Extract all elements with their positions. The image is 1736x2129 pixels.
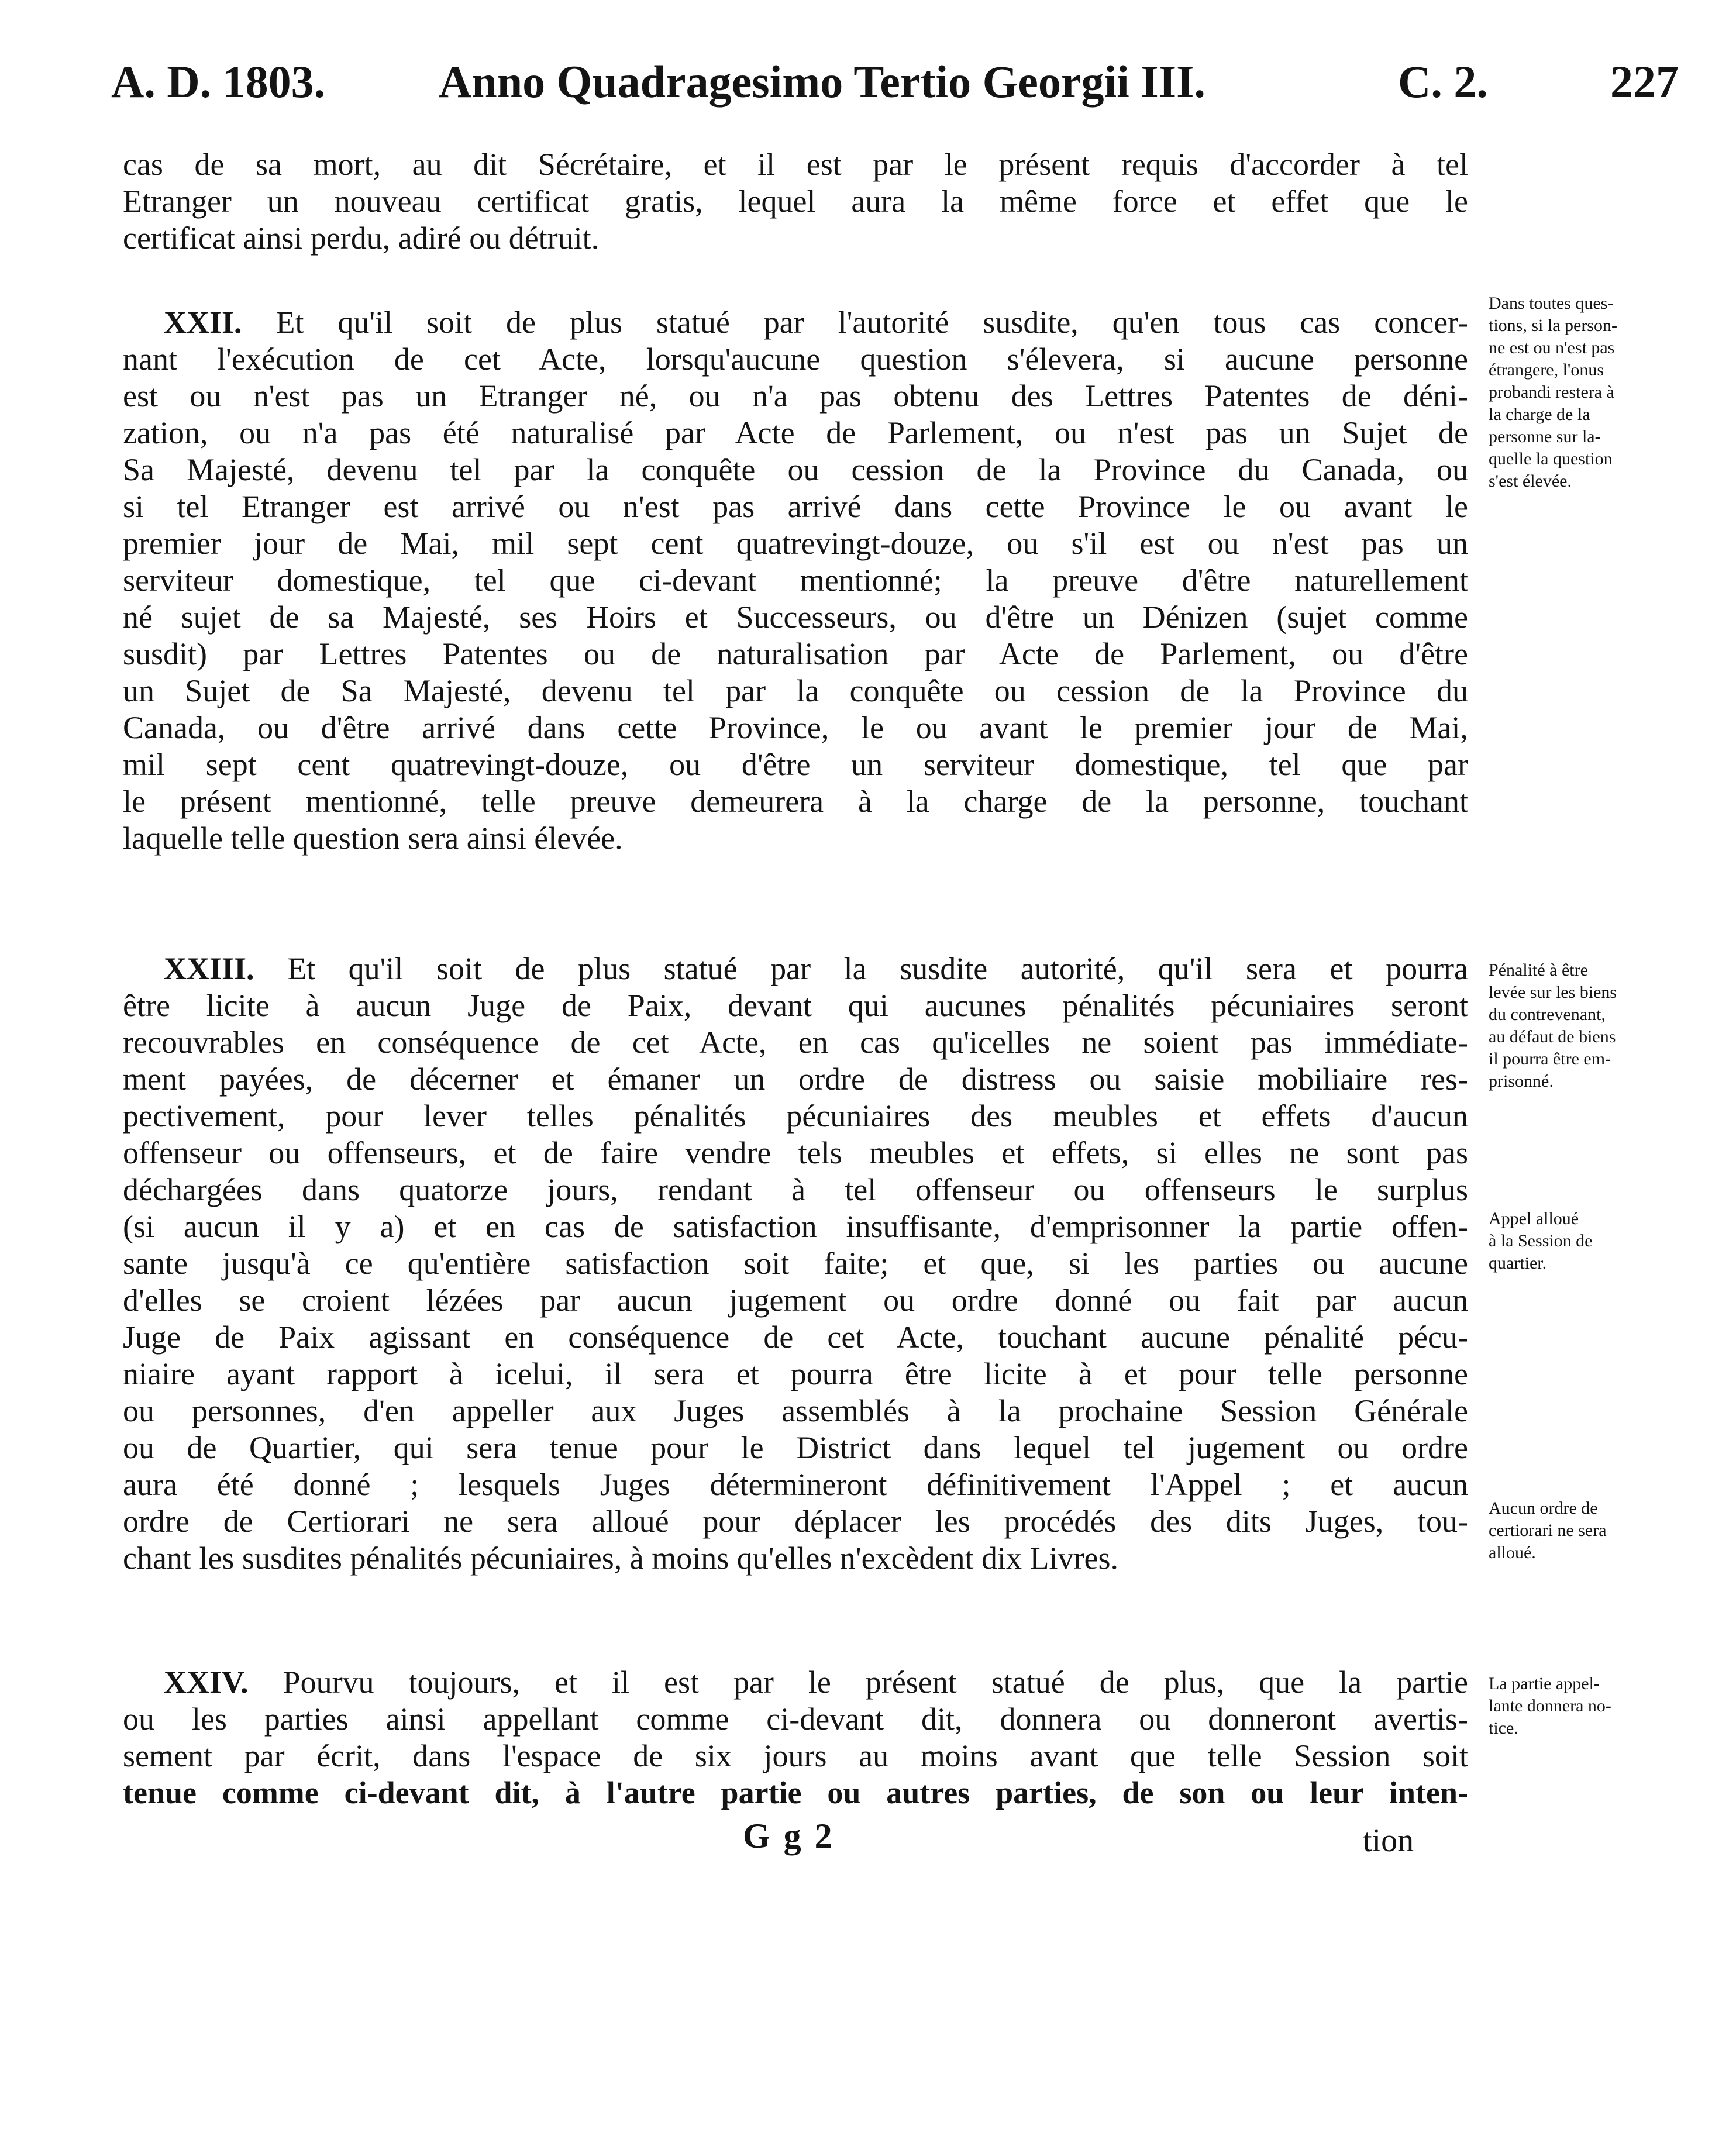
margin-note-line: levée sur les biens: [1489, 983, 1617, 1002]
text-line: sement par écrit, dans l'espace de six jours au moins avant que telle Session soit: [123, 1738, 1468, 1773]
text-line: ordre de Certiorari ne sera alloué pour déplacer les procédés des dits Juges, tou-: [123, 1504, 1468, 1539]
text-line: ou les parties ainsi appellant comme ci-devant dit, donnera ou donneront avertis-: [123, 1701, 1468, 1737]
text-line: tenue comme ci-devant dit, à l'autre partie ou autres parties, de son ou leur inten-: [123, 1775, 1468, 1810]
text-line: cas de sa mort, au dit Sécrétaire, et il est par le présent requis d'accorder à tel: [123, 147, 1468, 182]
margin-note-line: s'est élevée.: [1489, 471, 1572, 491]
text-line: Sa Majesté, devenu tel par la conquête ou cession de la Province du Canada, ou: [123, 452, 1468, 487]
text-line: premier jour de Mai, mil sept cent quatrevingt-douze, ou s'il est ou n'est pas un: [123, 526, 1468, 561]
section-number: XXII.: [164, 305, 242, 340]
margin-note-line: étrangere, l'onus: [1489, 360, 1604, 380]
margin-note-line: alloué.: [1489, 1543, 1536, 1562]
signature-mark: G g 2: [743, 1817, 835, 1855]
text-line: ment payées, de décerner et émaner un ordre de distress ou saisie mobiliaire res-: [123, 1062, 1468, 1097]
text-line: mil sept cent quatrevingt-douze, ou d'être un serviteur domestique, tel que par: [123, 747, 1468, 782]
text-line: si tel Etranger est arrivé ou n'est pas arrivé dans cette Province le ou avant le: [123, 489, 1468, 524]
margin-note-line: personne sur la-: [1489, 427, 1601, 446]
margin-note-line: La partie appel-: [1489, 1674, 1600, 1693]
header-title: Anno Quadragesimo Tertio Georgii III.: [439, 56, 1205, 107]
margin-note-line: Appel alloué: [1489, 1209, 1579, 1228]
text-line: serviteur domestique, tel que ci-devant mentionné; la preuve d'être naturellement: [123, 563, 1468, 598]
margin-note-notice: [1489, 1673, 1682, 1739]
text-line: susdit) par Lettres Patentes ou de naturalisation par Acte de Parlement, ou d'être: [123, 636, 1468, 671]
text-line: un Sujet de Sa Majesté, devenu tel par la conquête ou cession de la Province du: [123, 673, 1468, 708]
margin-note-line: quartier.: [1489, 1253, 1547, 1273]
text-fragment: Et qu'il soit de plus statué par l'autorité susdite, qu'en tous cas concer-: [275, 305, 1469, 340]
text-line: offenseur ou offenseurs, et de faire vendre tels meubles et effets, si elles ne sont pas: [123, 1135, 1468, 1170]
text-fragment: Pourvu toujours, et il est par le présent statué de plus, que la partie: [283, 1665, 1469, 1700]
margin-note-onus-probandi: [1489, 292, 1682, 492]
section-first-line: [123, 950, 1468, 987]
text-line: pectivement, pour lever telles pénalités pécuniaires des meubles et effets d'aucun: [123, 1098, 1468, 1134]
section-first-line: [123, 304, 1468, 341]
text-line: (si aucun il y a) et en cas de satisfaction insuffisante, d'emprisonner la partie offen-: [123, 1209, 1468, 1244]
text-line: chant les susdites pénalités pécuniaires, à moins qu'elles n'excèdent dix Livres.: [123, 1541, 1118, 1576]
text-line: niaire ayant rapport à icelui, il sera et pourra être licite à et pour telle personne: [123, 1356, 1468, 1391]
text-line: né sujet de sa Majesté, ses Hoirs et Successeurs, ou d'être un Dénizen (sujet comme: [123, 600, 1468, 635]
margin-note-line: à la Session de: [1489, 1231, 1593, 1250]
text-line: recouvrables en conséquence de cet Acte, en cas qu'icelles ne soient pas immédiate-: [123, 1025, 1468, 1060]
section-number: XXIV.: [164, 1665, 249, 1700]
margin-note-line: Dans toutes ques-: [1489, 294, 1614, 313]
text-line: ou personnes, d'en appeller aux Juges assemblés à la prochaine Session Générale: [123, 1393, 1468, 1428]
running-header: [111, 56, 1685, 126]
text-line: zation, ou n'a pas été naturalisé par Acte de Parlement, ou n'est pas un Sujet de: [123, 415, 1468, 450]
text-line: aura été donné ; lesquels Juges détermineront définitivement l'Appel ; et aucun: [123, 1467, 1468, 1502]
text-line: Canada, ou d'être arrivé dans cette Province, le ou avant le premier jour de Mai,: [123, 710, 1468, 745]
margin-note-line: certiorari ne sera: [1489, 1521, 1607, 1540]
text-line: être licite à aucun Juge de Paix, devant qui aucunes pénalités pécuniaires seront: [123, 988, 1468, 1023]
margin-note-line: Aucun ordre de: [1489, 1498, 1598, 1518]
section-22: [123, 304, 1468, 857]
section-first-line: [123, 1664, 1468, 1701]
text-line: laquelle telle question sera ainsi élevée.: [123, 821, 623, 856]
margin-note-line: il pourra être em-: [1489, 1049, 1611, 1069]
text-line: Juge de Paix agissant en conséquence de cet Acte, touchant aucune pénalité pécu-: [123, 1320, 1468, 1355]
margin-note-line: quelle la question: [1489, 449, 1613, 468]
margin-note-line: probandi restera à: [1489, 383, 1614, 402]
page-number: 227: [1610, 56, 1679, 107]
text-line: sante jusqu'à ce qu'entière satisfaction soit faite; et que, si les parties ou aucune: [123, 1246, 1468, 1281]
text-line: est ou n'est pas un Etranger né, ou n'a pas obtenu des Lettres Patentes de déni-: [123, 378, 1468, 414]
catchword: tion: [1363, 1823, 1414, 1859]
section-23: [123, 950, 1468, 1577]
margin-note-line: au défaut de biens: [1489, 1027, 1616, 1046]
text-line: d'elles se croient lézées par aucun jugement ou ordre donné ou fait par aucun: [123, 1283, 1468, 1318]
text-line: Etranger un nouveau certificat gratis, lequel aura la même force et effet que le: [123, 184, 1468, 219]
section-number: XXIII.: [164, 951, 254, 986]
margin-note-appeal: [1489, 1208, 1682, 1274]
text-fragment: Et qu'il soit de plus statué par la susdite autorité, qu'il sera et pourra: [287, 951, 1469, 986]
section-24: [123, 1664, 1468, 1811]
continuation-text: [123, 146, 1468, 257]
margin-note-line: tions, si la person-: [1489, 316, 1617, 335]
text-line: le présent mentionné, telle preuve demeurera à la charge de la personne, touchant: [123, 784, 1468, 819]
text-line: déchargées dans quatorze jours, rendant à tel offenseur ou offenseurs le surplus: [123, 1172, 1468, 1207]
margin-note-penalty: [1489, 959, 1682, 1093]
margin-note-line: lante donnera no-: [1489, 1696, 1611, 1715]
margin-note-certiorari: [1489, 1497, 1682, 1564]
margin-note-line: Pénalité à être: [1489, 960, 1588, 980]
margin-note-line: ne est ou n'est pas: [1489, 338, 1615, 357]
text-line: nant l'exécution de cet Acte, lorsqu'aucune question s'élevera, si aucune personne: [123, 342, 1468, 377]
margin-note-line: du contrevenant,: [1489, 1005, 1606, 1024]
margin-note-line: la charge de la: [1489, 405, 1590, 424]
header-year: A. D. 1803.: [111, 56, 326, 107]
text-line: ou de Quartier, qui sera tenue pour le District dans lequel tel jugement ou ordre: [123, 1430, 1468, 1465]
margin-note-line: tice.: [1489, 1718, 1518, 1738]
margin-note-line: prisonné.: [1489, 1072, 1554, 1091]
header-chapter: C. 2.: [1398, 56, 1488, 107]
text-line: certificat ainsi perdu, adiré ou détruit.: [123, 221, 600, 256]
